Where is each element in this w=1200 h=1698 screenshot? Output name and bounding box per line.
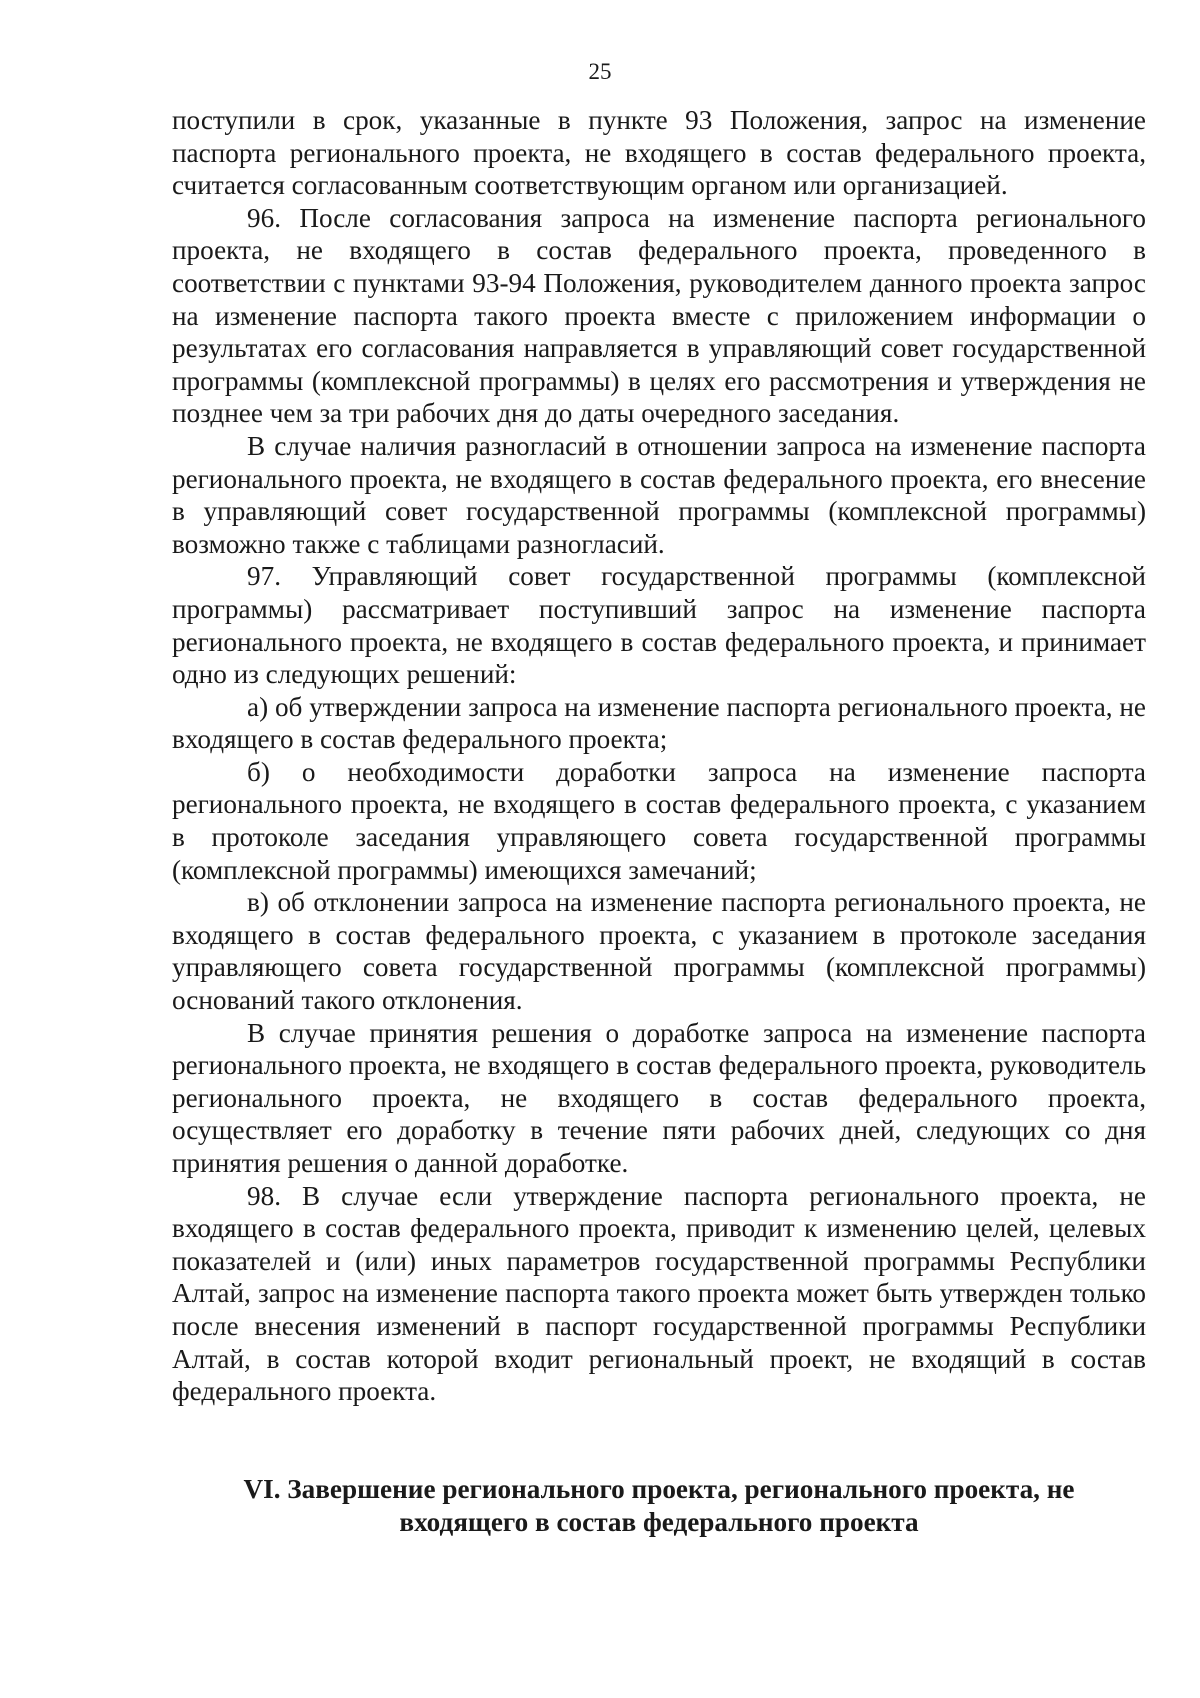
- paragraph-97: 97. Управляющий совет государственной программы (комплексной программы) рассматривает поступивший запрос на изменение паспорта регионального проекта, не входящего в состав федерального проекта, и принимает одно из следующих решений:: [172, 561, 1146, 690]
- paragraph-98: 98. В случае если утверждение паспорта регионального проекта, не входящего в состав федерального проекта, приводит к изменению целей, целевых показателей и (или) иных параметров государственной программы Республики Алтай, запрос на изменение паспорта такого проекта может быть утвержден только после внесения изменений в паспорт государственной программы Республики Алтай, в состав которой входит региональный проект, не входящий в состав федерального проекта.: [172, 1180, 1146, 1407]
- paragraph-97-v: в) об отклонении запроса на изменение паспорта регионального проекта, не входящего в состав федерального проекта, с указанием в протоколе заседания управляющего совета государственной программы (комплексной программы) оснований такого отклонения.: [172, 887, 1146, 1016]
- section-heading-line-2: входящего в состав федерального проекта: [399, 1507, 919, 1537]
- document-body: [172, 104, 1146, 1408]
- page-number: 25: [588, 59, 612, 84]
- paragraph-continuation: поступили в срок, указанные в пункте 93 Положения, запрос на изменение паспорта регионального проекта, не входящего в состав федерального проекта, считается согласованным соответствующим органом или организацией.: [172, 105, 1146, 201]
- section-heading: [172, 1473, 1146, 1539]
- paragraph-97-b: б) о необходимости доработки запроса на изменение паспорта регионального проекта, не входящего в состав федерального проекта, с указанием в протоколе заседания управляющего совета государственной программы (комплексной программы) имеющихся замечаний;: [172, 756, 1146, 885]
- paragraph-96: 96. После согласования запроса на изменение паспорта регионального проекта, не входящего в состав федерального проекта, проведенного в соответствии с пунктами 93-94 Положения, руководителем данного проекта запрос на изменение паспорта такого проекта вместе с приложением информации о результатах его согласования направляется в управляющий совет государственной программы (комплексной программы) в целях его рассмотрения и утверждения не позднее чем за три рабочих дня до даты очередного заседания.: [172, 202, 1146, 429]
- paragraph-revision: В случае принятия решения о доработке запроса на изменение паспорта регионального проекта, не входящего в состав федерального проекта, руководитель регионального проекта, не входящего в состав федерального проекта, осуществляет его доработку в течение пяти рабочих дней, следующих со дня принятия решения о данной доработке.: [172, 1017, 1146, 1178]
- section-heading-line-1: VI. Завершение регионального проекта, регионального проекта, не: [243, 1474, 1075, 1504]
- paragraph-disagreements: В случае наличия разногласий в отношении запроса на изменение паспорта регионального проекта, не входящего в состав федерального проекта, его внесение в управляющий совет государственной программы (комплексной программы) возможно также с таблицами разногласий.: [172, 430, 1146, 559]
- paragraph-97-a: а) об утверждении запроса на изменение паспорта регионального проекта, не входящего в состав федерального проекта;: [172, 691, 1146, 755]
